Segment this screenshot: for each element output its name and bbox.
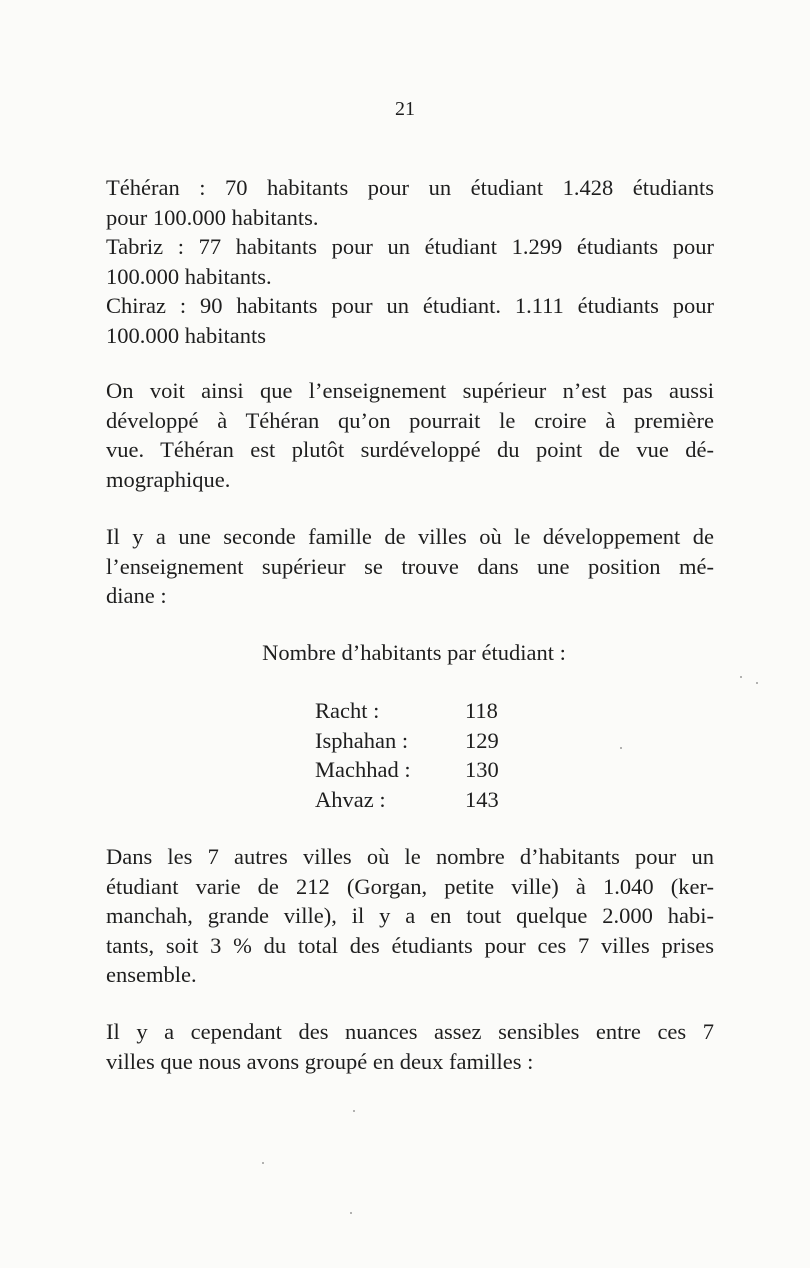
text-line: manchah, grande ville), il y a en tout quelque 2.000 habi- [106,903,714,928]
text-line: développé à Téhéran qu’on pourrait le croire à première [106,407,714,433]
scan-speck [262,1162,264,1164]
city-name: Racht : [315,698,380,723]
city-ratios-paragraph [106,173,714,350]
city-name: Ahvaz : [315,786,386,812]
text-line: 100.000 habitants [106,322,266,348]
text-line: Tabriz : 77 habitants pour un étudiant 1.299 étudiants pour [106,234,714,259]
city-name: Isphahan : [315,727,409,753]
paragraph-second-family [106,522,714,611]
text-line: 100.000 habitants. [106,263,272,289]
table-title: Nombre d’habitants par étudiant : [262,640,566,665]
scan-speck [350,1212,352,1214]
text-line: l’enseignement supérieur se trouve dans une position mé- [106,553,714,579]
text-line: On voit ainsi que l’enseignement supérieur n’est pas aussi [106,378,714,403]
city-value: 118 [465,698,498,723]
text-line: villes que nous avons groupé en deux familles : [106,1048,534,1074]
scan-speck [620,747,622,749]
table-row [315,726,525,756]
text-line: Chiraz : 90 habitants pour un étudiant. 1.111 étudiants pour [106,293,714,318]
scan-speck [756,682,758,684]
text-line: Il y a cependant des nuances assez sensibles entre ces 7 [106,1019,714,1044]
text-line: tants, soit 3 % du total des étudiants pour ces 7 villes prises [106,932,714,958]
paragraph-teheran-development [106,376,714,494]
text-line: Il y a une seconde famille de villes où le développement de [106,524,714,549]
table-row [315,755,525,785]
habitants-per-student-table [315,696,525,814]
scan-speck [353,1110,355,1112]
city-name: Machhad : [315,757,411,782]
text-line: vue. Téhéran est plutôt surdéveloppé du point de vue dé- [106,437,714,462]
paragraph-other-cities [106,842,714,990]
page-number: 21 [395,98,415,120]
text-line: Dans les 7 autres villes où le nombre d’habitants pour un [106,844,714,869]
table-row [315,785,525,815]
table-row [315,696,525,726]
city-value: 130 [465,757,499,782]
text-line: pour 100.000 habitants. [106,204,319,230]
scan-speck [740,676,742,678]
text-line: ensemble. [106,962,197,987]
text-line: étudiant varie de 212 (Gorgan, petite ville) à 1.040 (ker- [106,873,714,899]
text-line: Téhéran : 70 habitants pour un étudiant 1.428 étudiants [106,175,714,200]
city-value: 129 [465,727,499,753]
text-line: mographique. [106,466,231,492]
paragraph-nuances [106,1017,714,1076]
text-line: diane : [106,583,167,608]
city-value: 143 [465,786,499,812]
